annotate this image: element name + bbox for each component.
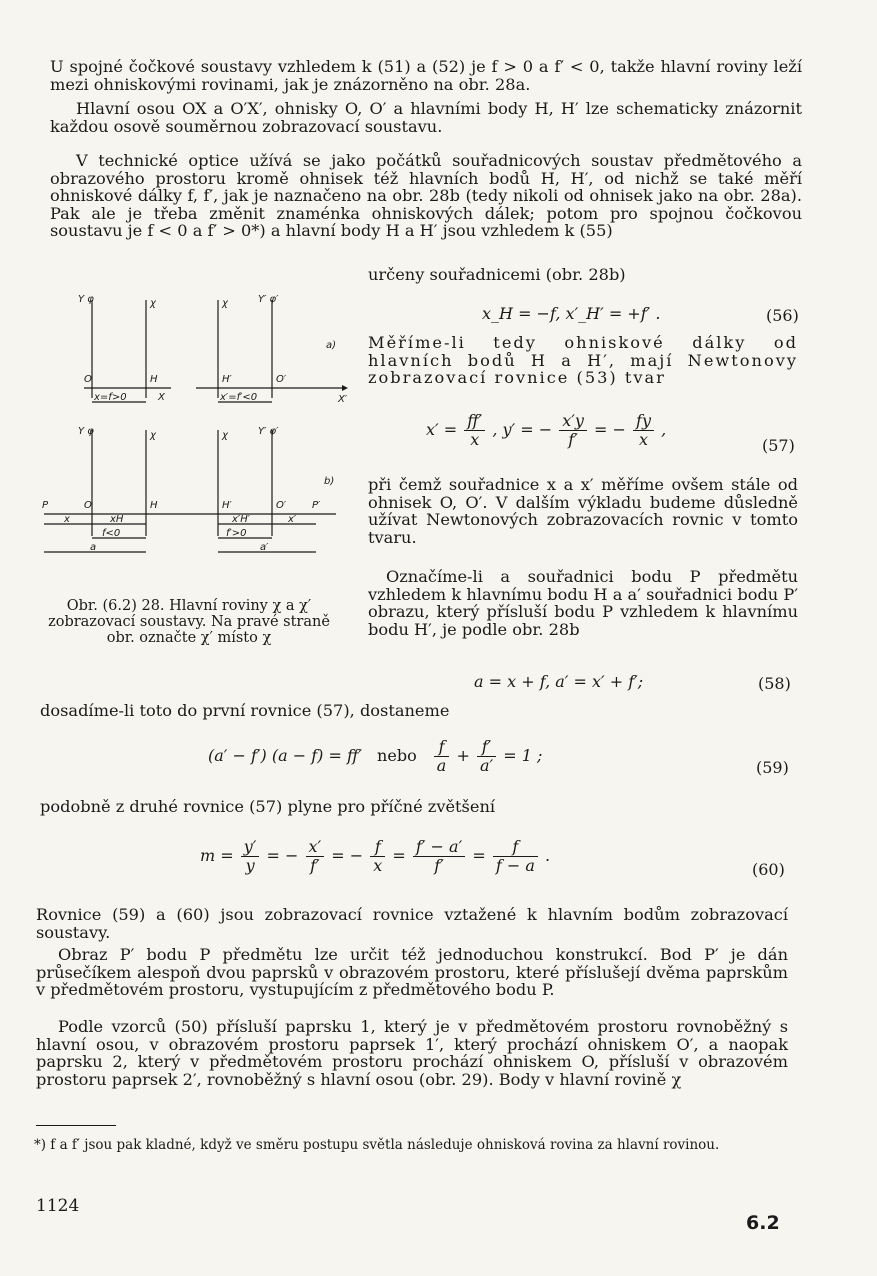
fig-a-label-Xp: X′ <box>338 394 348 405</box>
equation-57 <box>426 412 666 449</box>
fig-a-label-Yphi: Y φ <box>78 294 94 305</box>
fig-a-label-xf: x=f>0 <box>94 392 127 403</box>
eq60-eq2: = − <box>331 846 364 865</box>
fig-b-label-H: H <box>150 500 158 511</box>
footnote-rule <box>36 1125 116 1126</box>
fig-a-label-chi-right: χ <box>222 298 228 309</box>
equation-58-body: a = x + f, a′ = x′ + f′; <box>474 672 644 691</box>
eq60-fraction-2 <box>306 838 325 875</box>
eq60-eq3: = <box>392 846 406 865</box>
eq57-x-prime: x′ = <box>426 420 458 439</box>
fig-b-label-Ypphip: Y′ φ′ <box>258 426 279 437</box>
eq57-f2-den: f′ <box>568 430 578 449</box>
equation-56-number: (56) <box>766 306 799 325</box>
fig-a-label-H: H <box>150 374 158 385</box>
eq57-f1-den: x <box>470 430 480 449</box>
eq60-f1-num: y′ <box>241 838 260 857</box>
equation-60 <box>200 838 550 875</box>
fig-b-label-x: x <box>64 514 70 525</box>
eq59-left: (a′ − f′) (a − f) = ff′ <box>208 746 362 765</box>
fig-b-label-Pp: P′ <box>312 500 321 511</box>
eq60-f1-den: y <box>245 856 255 875</box>
fig-a-label-X: X <box>158 392 165 403</box>
fig-b-label-Hp: H′ <box>222 500 232 511</box>
eq60-fraction-5 <box>493 838 538 875</box>
figure-28 <box>36 288 366 588</box>
eq59-fraction-1 <box>434 738 450 775</box>
eq59-plus: + <box>456 746 470 765</box>
fig-b-label-a: a <box>90 542 97 553</box>
fig-label-b: b) <box>324 476 335 487</box>
fig-a-label-Op: O′ <box>276 374 287 385</box>
fig-a-axis-arrow <box>342 385 348 391</box>
eq60-f4-den: f′ <box>434 856 444 875</box>
footnote: *) f a f′ jsou pak kladné, když ve směru postupu světla následuje ohnisková rovina za hlavní rovinou. <box>34 1137 720 1153</box>
eq60-f2-num: x′ <box>306 838 325 857</box>
eq57-fraction-3 <box>633 412 654 449</box>
fig-b-label-xp: x′ <box>288 514 297 525</box>
eq60-f2-den: f′ <box>310 856 320 875</box>
eq60-fraction-3 <box>370 838 385 875</box>
paragraph-4: Měříme-li tedy ohniskové dálky od hlavních bodů H a H′, mají Newtonovy zobrazovací rovnice (53) tvar <box>368 333 798 387</box>
eq60-f3-num: f <box>370 838 385 857</box>
eq57-y-prime: , y′ = − <box>492 420 553 439</box>
eq59-or: nebo <box>377 746 417 765</box>
fig-b-label-fpos: f′>0 <box>226 528 247 539</box>
eq57-fraction-1 <box>464 412 485 449</box>
paragraph-10: Obraz P′ bodu P předmětu lze určit též jednoduchou konstrukcí. Bod P′ je dán průsečíkem alespoň dvou paprsků v obrazovém prostoru, které příslušejí dvěma paprskům v předmětovém prostoru, vystupujícím z předmětového bodu P. <box>36 945 788 999</box>
fig-a-label-Hp: H′ <box>222 374 232 385</box>
eq60-f4-num: f′ − a′ <box>413 838 465 857</box>
eq59-f1-den: a <box>436 756 447 775</box>
fig-a-label-xpfp: x′=f′<0 <box>220 392 258 403</box>
paragraph-11: Podle vzorců (50) přísluší paprsku 1, který je v předmětovém prostoru rovnoběžný s hlavní osou, v obrazovém prostoru paprsek 1′, který prochází ohniskem O′, a naopak paprsku 2, který v předmětovém prostoru prochází ohniskem O, přísluší v obrazovém prostoru paprsek 2′, rovnoběžný s hlavní osou (obr. 29). Body v hlavní rovině χ <box>36 1017 788 1089</box>
eq60-f3-den: x <box>373 856 383 875</box>
paragraph-3b: určeny souřadnicemi (obr. 28b) <box>368 265 626 284</box>
section-number: 6.2 <box>746 1212 780 1234</box>
eq59-fraction-2 <box>477 738 496 775</box>
eq60-fraction-1 <box>241 838 260 875</box>
eq60-eq4: = <box>472 846 486 865</box>
fig-b-label-chi: χ <box>150 430 156 441</box>
paragraph-2: Hlavní osou OX a O′X′, ohnisky O, O′ a hlavními body H, H′ lze schematicky znázornit každou osově souměrnou zobrazovací soustavu. <box>50 99 802 136</box>
eq57-fraction-2 <box>559 412 587 449</box>
fig-b-label-chi-right: χ <box>222 430 228 441</box>
fig-b-label-Op: O′ <box>276 500 287 511</box>
eq57-f1-num: ff′ <box>464 412 485 431</box>
fig-b-label-ap: a′ <box>260 542 269 553</box>
fig-a-label-Ypphip: Y′ φ′ <box>258 294 279 305</box>
fig-b-label-O: O <box>84 500 92 511</box>
eq57-f3-num: fy <box>633 412 654 431</box>
figure-caption: Obr. (6.2) 28. Hlavní roviny χ a χ′ zobrazovací soustavy. Na pravé straně obr. označte χ′ místo χ <box>48 598 330 646</box>
paragraph-1: U spojné čočkové soustavy vzhledem k (51) a (52) je f > 0 a f′ < 0, takže hlavní roviny leží mezi ohniskovými rovinami, jak je znázorněno na obr. 28a. <box>50 57 802 94</box>
equation-58 <box>474 672 643 691</box>
eq57-f3-den: x <box>639 430 649 449</box>
equation-56 <box>482 304 660 323</box>
eq60-period: . <box>544 846 551 865</box>
equation-59-number: (59) <box>756 758 789 777</box>
fig-b-label-P: P <box>42 500 49 511</box>
equation-60-number: (60) <box>752 860 785 879</box>
equation-59 <box>208 738 542 775</box>
eq57-f2-num: x′y <box>559 412 587 431</box>
fig-b-label-Yphi: Y φ <box>78 426 94 437</box>
equation-57-number: (57) <box>762 436 795 455</box>
paragraph-7: dosadíme-li toto do první rovnice (57), dostaneme <box>40 701 450 720</box>
fig-a-label-chi: χ <box>150 298 156 309</box>
paragraph-6: Označíme-li a souřadnici bodu P předmětu vzhledem k hlavnímu bodu H a a′ souřadnici bodu P′ obrazu, který přísluší bodu P vzhledem k hlavnímu bodu H′, je podle obr. 28b <box>368 567 798 639</box>
fig-b-label-xH: xH <box>110 514 124 525</box>
page-number: 1124 <box>36 1196 80 1216</box>
eq60-f5-den: f − a <box>495 856 535 875</box>
paragraph-9: Rovnice (59) a (60) jsou zobrazovací rovnice vztažené k hlavním bodům zobrazovací soustavy. <box>36 905 788 942</box>
fig-label-a: a) <box>326 340 337 351</box>
paragraph-8: podobně z druhé rovnice (57) plyne pro příčné zvětšení <box>40 797 496 816</box>
fig-b-label-xHp: x′H′ <box>232 514 250 525</box>
fig-a-label-O: O <box>84 374 92 385</box>
equation-56-body: x_H = −f, x′_H′ = +f′ . <box>482 304 661 323</box>
eq60-f5-num: f <box>493 838 538 857</box>
fig-b-label-fneg: f<0 <box>102 528 121 539</box>
paragraph-3: V technické optice užívá se jako počátků souřadnicových soustav předmětového a obrazového prostoru kromě ohnisek též hlavních bodů H, H′, od nichž se také měří ohniskové dálky f, f′, jak je naznačeno na obr. 28b (tedy nikoli od ohnisek jako na obr. 28a). Pak ale je třeba změnit znaménka ohniskových dálek; potom pro spojnou čočkovou soustavu je f < 0 a f′ > 0*) a hlavní body H a H′ jsou vzhledem k (55) <box>50 151 802 240</box>
eq60-m: m = <box>200 846 234 865</box>
paragraph-5: při čemž souřadnice x a x′ měříme ovšem stále od ohnisek O, O′. V dalším výkladu budeme důsledně užívat Newtonových zobrazovacích rovnic v tomto tvaru. <box>368 475 798 547</box>
eq60-eq1: = − <box>266 846 299 865</box>
eq59-f2-den: a′ <box>479 756 494 775</box>
eq57-comma: , <box>661 420 667 439</box>
equation-58-number: (58) <box>758 674 791 693</box>
eq59-f2-num: f′ <box>477 738 496 757</box>
eq60-fraction-4 <box>413 838 465 875</box>
eq59-f1-num: f <box>434 738 450 757</box>
eq59-rhs: = 1 ; <box>503 746 543 765</box>
eq57-equals: = − <box>594 420 626 439</box>
